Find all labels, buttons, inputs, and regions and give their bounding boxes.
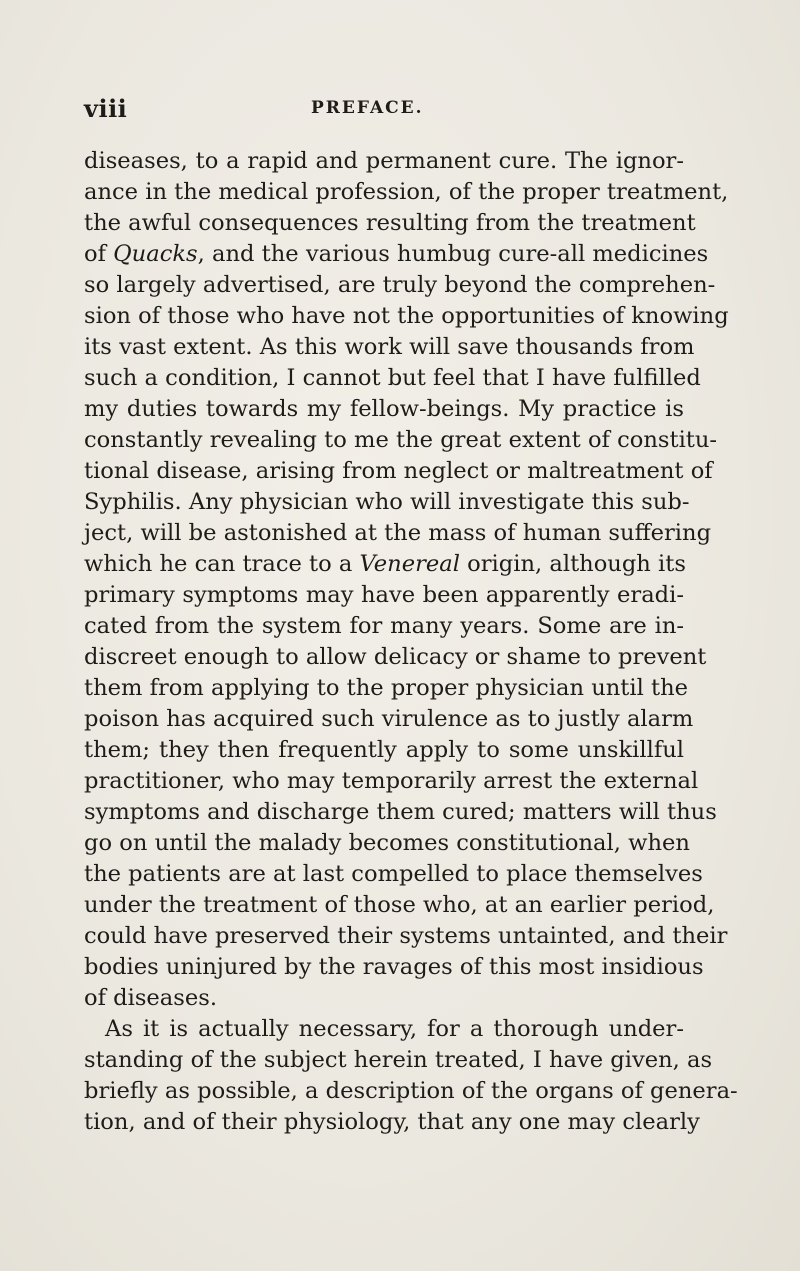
text-line: constantly revealing to me the great extent of constitu- xyxy=(84,427,718,453)
text-line: the awful consequences resulting from the treatment xyxy=(84,210,696,236)
text-line: practitioner, who may temporarily arrest the external xyxy=(84,768,699,794)
text-line: ject, will be astonished at the mass of human suffering xyxy=(84,520,712,546)
italic-term: Venereal xyxy=(359,551,460,577)
text-line: briefly as possible, a description of the organs of genera- xyxy=(84,1078,738,1104)
text-line: bodies uninjured by the ravages of this most insidious xyxy=(84,954,704,980)
text-line: diseases, to a rapid and permanent cure. The ignor- xyxy=(84,148,684,174)
running-head: PREFACE. xyxy=(311,98,424,118)
text-line: my duties towards my fellow-beings. My practice is xyxy=(84,396,684,422)
text-line: primary symptoms may have been apparently eradi- xyxy=(84,582,684,608)
text-line: discreet enough to allow delicacy or shame to prevent xyxy=(84,644,707,670)
text-line: the patients are at last compelled to place themselves xyxy=(84,861,703,887)
page-number: viii xyxy=(84,94,128,123)
text-line: them; they then frequently apply to some unskillful xyxy=(84,737,684,763)
text-line: of diseases. xyxy=(84,985,218,1011)
text-line: so largely advertised, are truly beyond the comprehen- xyxy=(84,272,716,298)
italic-term: Quacks xyxy=(113,241,198,267)
text-line: under the treatment of those who, at an earlier period, xyxy=(84,892,715,918)
text-line: such a condition, I cannot but feel that I have fulfilled xyxy=(84,365,701,391)
text-line: sion of those who have not the opportunities of knowing xyxy=(84,303,729,329)
text-line: ance in the medical profession, of the proper treatment, xyxy=(84,179,729,205)
text-line: could have preserved their systems untainted, and their xyxy=(84,923,728,949)
text-line: symptoms and discharge them cured; matters will thus xyxy=(84,799,717,825)
text-line: standing of the subject herein treated, I have given, as xyxy=(84,1047,713,1073)
text-line: them from applying to the proper physician until the xyxy=(84,675,689,701)
text-line: which he can trace to a Venereal origin, although its xyxy=(84,551,686,577)
text-line: poison has acquired such virulence as to justly alarm xyxy=(84,706,694,732)
text-line: go on until the malady becomes constitutional, when xyxy=(84,830,690,856)
text-line: its vast extent. As this work will save thousands from xyxy=(84,334,695,360)
text-line: tion, and of their physiology, that any one may clearly xyxy=(84,1109,700,1135)
text-line: tional disease, arising from neglect or maltreatment of xyxy=(84,458,713,484)
text-line: As it is actually necessary, for a thorough under- xyxy=(105,1016,684,1042)
page-header xyxy=(84,94,644,124)
text-line: cated from the system for many years. Some are in- xyxy=(84,613,684,639)
text-line: Syphilis. Any physician who will investigate this sub- xyxy=(84,489,690,515)
text-line: of Quacks, and the various humbug cure-all medicines xyxy=(84,241,709,267)
